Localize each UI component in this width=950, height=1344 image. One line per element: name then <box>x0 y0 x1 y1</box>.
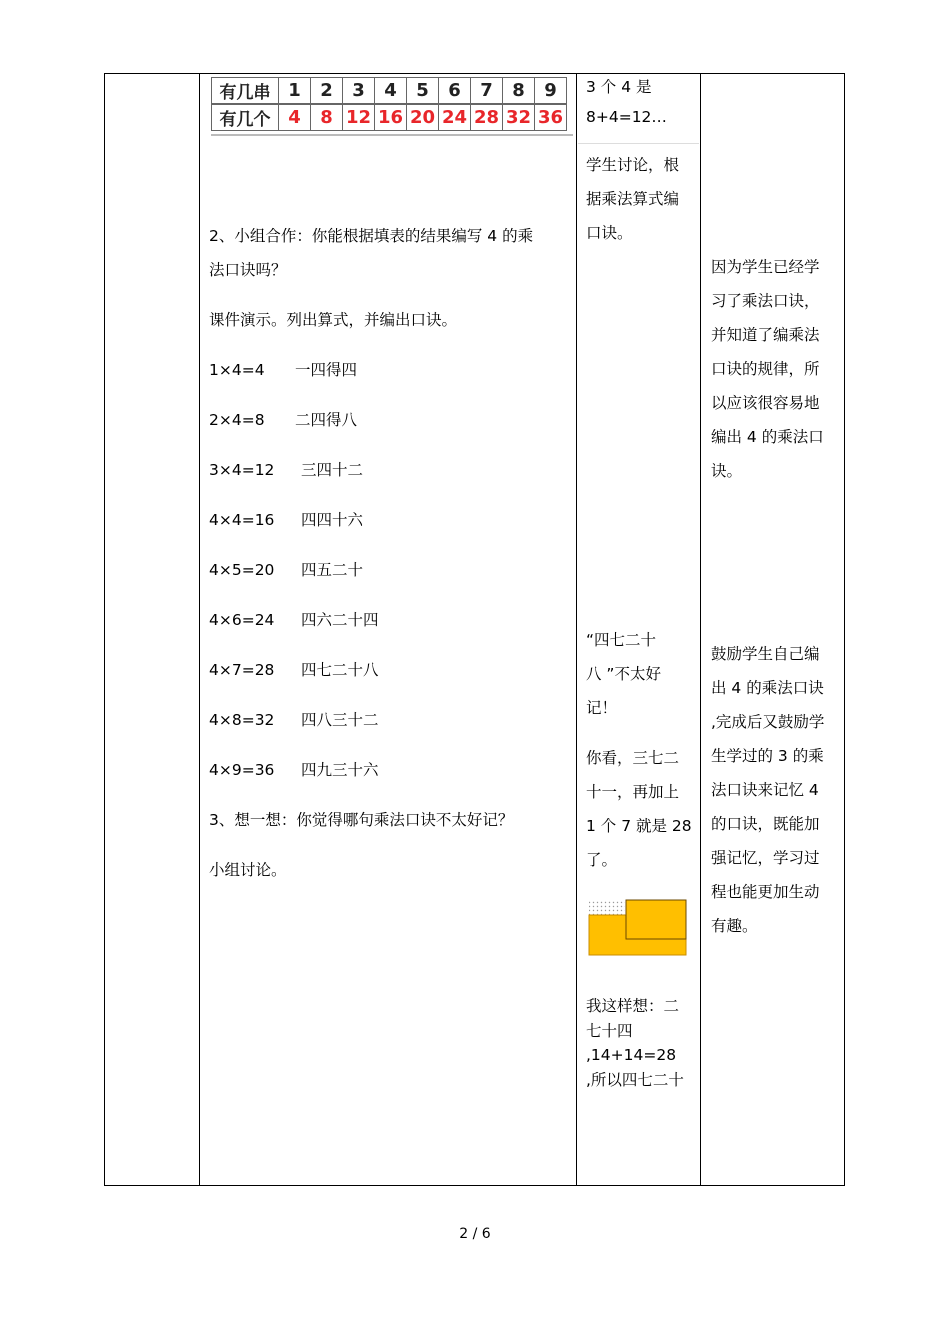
task3-text: 3、想一想：你觉得哪句乘法口诀不太好记？ <box>209 811 514 829</box>
total-cell: 36 <box>535 104 567 131</box>
student-text: ,14+14=28 <box>586 1046 677 1064</box>
total-cell: 24 <box>439 104 471 131</box>
group-text: 小组讨论。 <box>209 861 287 879</box>
total-cell: 12 <box>343 104 375 131</box>
task2-text: 2、小组合作：你能根据填表的结果编写 4 的乘 <box>209 227 534 245</box>
rhyme: 四八三十二 <box>301 711 379 729</box>
count-cell: 6 <box>439 78 471 105</box>
column-divider <box>199 73 200 1186</box>
student-text: 七十四 <box>586 1022 633 1040</box>
intent-text: 程也能更加生动 <box>711 883 820 901</box>
total-cell: 8 <box>311 104 343 131</box>
student-text: ,所以四七二十 <box>586 1071 684 1089</box>
student-text: 1 个 7 就是 28 <box>586 817 692 835</box>
equation: 4×7=28 <box>209 661 275 679</box>
count-row-label: 有几串 <box>212 78 279 105</box>
image-bottom-edge <box>211 134 573 136</box>
divider <box>578 143 699 144</box>
student-text: 记！ <box>586 699 618 717</box>
student-text: 学生讨论，根 <box>586 156 680 174</box>
equation: 4×8=32 <box>209 711 275 729</box>
total-cell: 4 <box>279 104 311 131</box>
equation: 4×6=24 <box>209 611 275 629</box>
count-cell: 5 <box>407 78 439 105</box>
column-divider <box>576 73 577 1186</box>
equation: 4×9=36 <box>209 761 275 779</box>
intent-text: 并知道了编乘法 <box>711 326 820 344</box>
total-cell: 20 <box>407 104 439 131</box>
equation: 1×4=4 <box>209 361 265 379</box>
column-divider <box>700 73 701 1186</box>
page-number: 2 / 6 <box>459 1226 491 1242</box>
rhyme: 三四十二 <box>301 461 364 479</box>
student-text: 你看，三七二 <box>586 749 680 767</box>
intent-text: 口诀的规律，所 <box>711 360 820 378</box>
student-text: 3 个 4 是 <box>586 78 652 96</box>
student-text: 八 ”不太好 <box>586 665 661 683</box>
intent-text: 法口诀来记忆 4 <box>711 781 819 799</box>
equation: 2×4=8 <box>209 411 265 429</box>
intent-text: 习了乘法口诀， <box>711 292 820 310</box>
rhyme: 四七二十八 <box>301 661 379 679</box>
intent-text: 鼓励学生自己编 <box>711 645 820 663</box>
intent-text: 强记忆，学习过 <box>711 849 820 867</box>
intent-text: 有趣。 <box>711 917 758 935</box>
demo-text: 课件演示。列出算式，并编出口诀。 <box>209 311 458 329</box>
total-cell: 28 <box>471 104 503 131</box>
student-text: 十一，再加上 <box>586 783 680 801</box>
student-text: 据乘法算式编 <box>586 190 680 208</box>
intent-text: 的口诀，既能加 <box>711 815 820 833</box>
block-illustration <box>588 897 688 959</box>
count-cell: 2 <box>311 78 343 105</box>
student-text: 我这样想：二 <box>586 997 680 1015</box>
rhyme: 一四得四 <box>295 361 358 379</box>
total-cell: 32 <box>503 104 535 131</box>
equation: 3×4=12 <box>209 461 275 479</box>
task2-text: 法口诀吗？ <box>209 261 287 279</box>
count-table <box>211 77 567 131</box>
student-text: 口诀。 <box>586 224 633 242</box>
student-text: 了。 <box>586 851 618 869</box>
intent-text: ,完成后又鼓励学 <box>711 713 825 731</box>
rhyme: 四九三十六 <box>301 761 379 779</box>
rhyme: 四五二十 <box>301 561 364 579</box>
count-cell: 1 <box>279 78 311 105</box>
intent-text: 生学过的 3 的乘 <box>711 747 824 765</box>
student-text: 8+4=12… <box>586 108 667 126</box>
count-cell: 8 <box>503 78 535 105</box>
equation: 4×4=16 <box>209 511 275 529</box>
count-cell: 3 <box>343 78 375 105</box>
total-cell: 16 <box>375 104 407 131</box>
intent-text: 诀。 <box>711 462 743 480</box>
count-cell: 9 <box>535 78 567 105</box>
student-text: “四七二十 <box>586 631 657 649</box>
count-row-label: 有几个 <box>212 104 279 131</box>
count-cell: 4 <box>375 78 407 105</box>
equation: 4×5=20 <box>209 561 275 579</box>
rhyme: 二四得八 <box>295 411 358 429</box>
rhyme: 四四十六 <box>301 511 364 529</box>
rhyme: 四六二十四 <box>301 611 379 629</box>
intent-text: 编出 4 的乘法口 <box>711 428 824 446</box>
count-cell: 7 <box>471 78 503 105</box>
intent-text: 出 4 的乘法口诀 <box>711 679 824 697</box>
intent-text: 以应该很容易地 <box>711 394 820 412</box>
intent-text: 因为学生已经学 <box>711 258 820 276</box>
